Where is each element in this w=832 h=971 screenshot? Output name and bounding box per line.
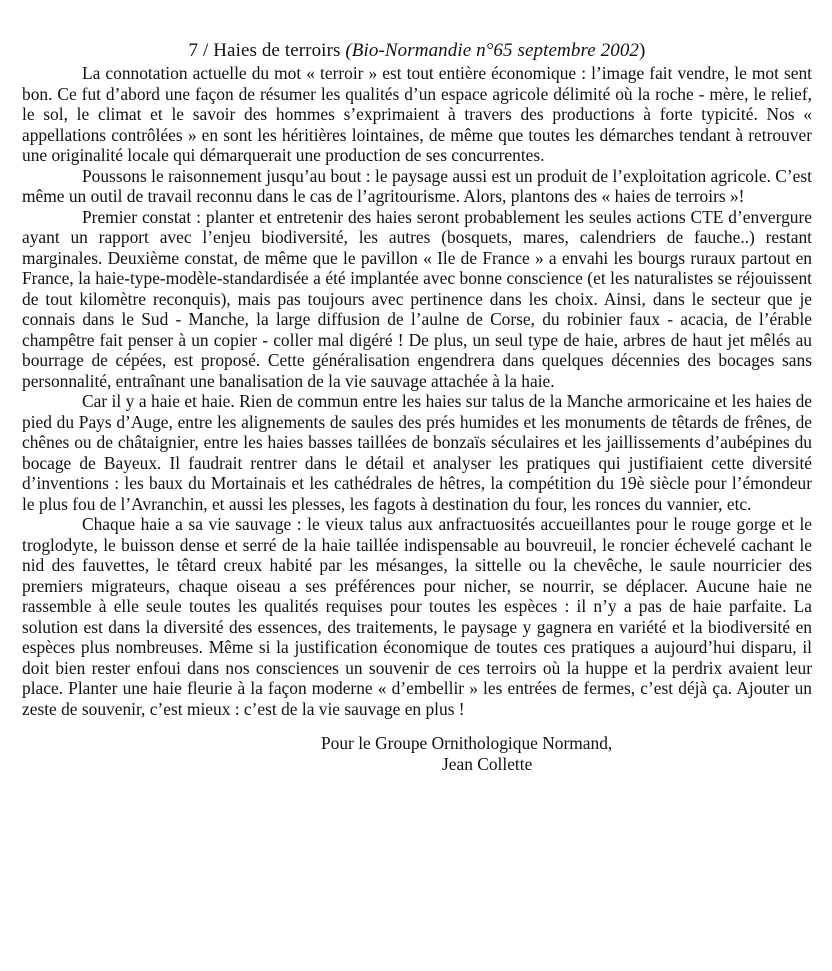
title-main: 7 / Haies de terroirs [188,40,346,61]
signature-block [22,733,812,775]
paragraph-3: Premier constat : planter et entretenir des haies seront probablement les seules actions CTE d’envergure ayant un rapport avec l’enjeu biodiversité, les autres (bosquets, mares, calendriers de fauche..) restant marginales. Deuxième constat, de même que le pavillon « Ile de France » a envahi les bourgs ruraux partout en France, la haie-type-modèle-standardisée a été implantée avec bonne conscience (et les naturalistes se réjouissent de tout kilomètre reconquis), mais pas toujours avec pertinence dans les choix. Ainsi, dans le secteur que je connais dans le Sud - Manche, la large diffusion de l’aulne de Corse, du robinier faux - acacia, de l’érable champêtre fait penser à un copier - coller mal digéré ! De plus, un seul type de haie, arbres de haut jet mêlés au bourrage de cépées, est proposé. Cette généralisation engendrera dans quelques décennies des bocages sans personnalité, entraînant une banalisation de la vie sauvage attachée à la haie. [22,206,812,391]
document-title [22,40,812,62]
paragraph-2: Poussons le raisonnement jusqu’au bout : le paysage aussi est un produit de l’exploitation agricole. C’est même un outil de travail reconnu dans le cas de l’agritourisme. Alors, plantons des « haies de terroirs »! [22,165,812,206]
title-close: ) [639,40,646,61]
signature-author: Jean Collette [442,754,533,774]
signature-organization: Pour le Groupe Ornithologique Normand, [321,733,613,753]
paragraph-5: Chaque haie a sa vie sauvage : le vieux talus aux anfractuosités accueillantes pour le rouge gorge et le troglodyte, le buisson dense et serré de la haie taillée indispensable au bouvreuil, le roncier échevelé cachant le nid des fauvettes, le têtard creux habité par les mésanges, la sittelle ou la chevêche, le saule nourricier des premiers migrateurs, chaque oiseau a ses préférences pour nicher, se nourrir, se déplacer. Aucune haie ne rassemble à elle seule toutes les qualités requises pour toutes les espèces : il n’y a pas de haie parfaite. La solution est dans la diversité des essences, des traitements, le paysage y gagnera en variété et la biodiversité en espèces plus nombreuses. Même si la justification économique de toutes ces pratiques a aujourd’hui disparu, il doit bien rester enfoui dans nos consciences un souvenir de ces terroirs où la huppe et la perdrix avaient leur place. Planter une haie fleurie à la façon moderne « d’embellir » les entrées de fermes, c’est déjà ça. Ajouter un zeste de souvenir, c’est mieux : c’est de la vie sauvage en plus ! [22,514,812,719]
paragraph-4: Car il y a haie et haie. Rien de commun entre les haies sur talus de la Manche armoricaine et les haies de pied du Pays d’Auge, entre les alignements de saules des prés humides et les monuments de têtards de frênes, de chênes ou de châtaignier, entre les haies basses taillées de bonzaïs séculaires et les jaillissements d’aubépines du bocage de Bayeux. Il faudrait rentrer dans le détail et analyser les pratiques qui justifiaient cette diversité d’inventions : les baux du Mortainais et les cathédrales de hêtres, la compétition du 19è siècle pour l’émondeur le plus fou de l’Avranchin, et aussi les plesses, les fagots à destination du four, les ronces du vannier, etc. [22,391,812,514]
paragraph-1: La connotation actuelle du mot « terroir » est tout entière économique : l’image fait vendre, le mot sent bon. Ce fut d’abord une façon de résumer les qualités d’un espace agricole délimité où la roche - mère, le relief, le sol, le climat et le savoir des hommes s’exprimaient à travers des productions à forte typicité. Nos « appellations contrôlées » en sont les héritières lointaines, de même que toutes les démarches tendant à retrouver une originalité locale qui démarquerait une production de ses concurrentes. [22,63,812,165]
title-source: (Bio-Normandie n°65 septembre 2002 [345,40,640,61]
